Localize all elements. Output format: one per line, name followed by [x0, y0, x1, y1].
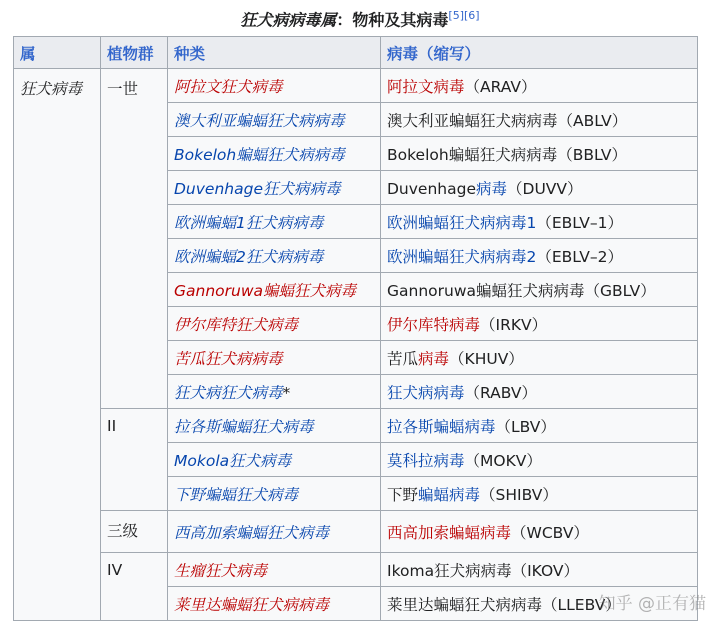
virus-cell	[381, 375, 698, 409]
species-link[interactable]: 欧洲蝙蝠1狂犬病病毒	[174, 213, 324, 232]
virus-text: Gannoruwa蝙蝠狂犬病病毒（GBLV）	[387, 281, 656, 300]
virus-text: （EBLV–1）	[536, 213, 623, 232]
species-cell[interactable]	[168, 477, 381, 511]
genus-cell: 狂犬病毒	[14, 69, 101, 621]
species-cell[interactable]	[168, 239, 381, 273]
table-row	[14, 511, 698, 553]
virus-cell	[381, 341, 698, 375]
species-link[interactable]: 欧洲蝙蝠2狂犬病病毒	[174, 247, 324, 266]
virus-text: Duvenhage	[387, 179, 476, 198]
group-cell-2: II	[101, 409, 168, 511]
virus-text: （ARAV）	[464, 77, 537, 96]
species-link[interactable]: Mokola狂犬病毒	[174, 451, 292, 470]
header-species: 种类	[168, 37, 381, 69]
virus-link[interactable]: 欧洲蝙蝠狂犬病病毒2	[387, 247, 537, 266]
species-link[interactable]: 狂犬病狂犬病毒	[174, 383, 283, 402]
species-cell[interactable]	[168, 443, 381, 477]
species-cell[interactable]	[168, 137, 381, 171]
virus-link[interactable]: 病毒	[476, 179, 508, 198]
species-link[interactable]: 西高加索蝙蝠狂犬病毒	[174, 523, 330, 542]
virus-cell	[381, 477, 698, 511]
virus-link[interactable]: 莫科拉病毒	[387, 451, 465, 470]
species-cell[interactable]	[168, 409, 381, 443]
virus-text: 澳大利亚蝙蝠狂犬病病毒（ABLV）	[387, 111, 628, 130]
table-row	[14, 69, 698, 103]
species-link[interactable]: 阿拉文狂犬病毒	[174, 77, 283, 96]
caption-title-italic: 狂犬病病毒属	[240, 10, 337, 30]
virus-text: Bokeloh蝙蝠狂犬病病毒（BBLV）	[387, 145, 627, 164]
species-cell[interactable]	[168, 205, 381, 239]
group-cell-1: 一世	[101, 69, 168, 409]
species-cell[interactable]	[168, 341, 381, 375]
reference-link-6[interactable]: [6]	[464, 9, 480, 22]
group-cell-3: 三级	[101, 511, 168, 553]
species-link[interactable]: 生瘤狂犬病毒	[174, 561, 268, 580]
virus-link[interactable]: 拉各斯蝙蝠病毒	[387, 417, 496, 436]
virus-cell	[381, 553, 698, 587]
rabies-virus-table	[13, 36, 698, 621]
virus-cell	[381, 587, 698, 621]
virus-cell	[381, 273, 698, 307]
virus-text: （WCBV）	[511, 523, 589, 542]
virus-text: Ikoma狂犬病病毒（IKOV）	[387, 561, 579, 580]
species-link[interactable]: Bokeloh蝙蝠狂犬病病毒	[174, 145, 345, 164]
header-virus: 病毒（缩写）	[381, 37, 698, 69]
virus-cell	[381, 443, 698, 477]
table-row	[14, 553, 698, 587]
watermark: 知乎 @正有猫	[598, 594, 706, 614]
virus-text: （DUVV）	[507, 179, 583, 198]
virus-text: （KHUV）	[449, 349, 524, 368]
virus-link[interactable]: 阿拉文病毒	[387, 77, 465, 96]
virus-text: （RABV）	[464, 383, 538, 402]
virus-text: （IRKV）	[480, 315, 548, 334]
virus-link[interactable]: 病毒	[418, 349, 450, 368]
virus-link[interactable]: 西高加索蝙蝠病毒	[387, 523, 512, 542]
virus-text: （EBLV–2）	[536, 247, 623, 266]
virus-cell	[381, 307, 698, 341]
virus-cell	[381, 205, 698, 239]
virus-link[interactable]: 欧洲蝙蝠狂犬病病毒1	[387, 213, 537, 232]
virus-cell	[381, 69, 698, 103]
caption-title-rest: ：物种及其病毒	[336, 10, 449, 30]
table-caption	[0, 6, 720, 30]
species-cell[interactable]	[168, 69, 381, 103]
species-link[interactable]: Gannoruwa蝙蝠狂犬病毒	[174, 281, 357, 300]
header-genus: 属	[14, 37, 101, 69]
virus-cell	[381, 137, 698, 171]
virus-cell	[381, 171, 698, 205]
species-link[interactable]: 澳大利亚蝙蝠狂犬病病毒	[174, 111, 345, 130]
species-note-marker: *	[282, 383, 291, 402]
species-cell[interactable]	[168, 103, 381, 137]
species-cell[interactable]	[168, 171, 381, 205]
reference-link-5[interactable]: [5]	[448, 9, 465, 22]
virus-text: 苦瓜	[387, 349, 419, 368]
species-link[interactable]: 莱里达蝙蝠狂犬病病毒	[174, 595, 330, 614]
species-link[interactable]: 下野蝙蝠狂犬病毒	[174, 485, 299, 504]
virus-cell	[381, 103, 698, 137]
species-cell[interactable]	[168, 273, 381, 307]
species-cell[interactable]	[168, 587, 381, 621]
table-body	[14, 69, 698, 621]
species-link[interactable]: 拉各斯蝙蝠狂犬病毒	[174, 417, 314, 436]
species-link[interactable]: 苦瓜狂犬病病毒	[174, 349, 283, 368]
virus-link[interactable]: 伊尔库特病毒	[387, 315, 481, 334]
virus-cell	[381, 409, 698, 443]
virus-text: 下野	[387, 485, 419, 504]
virus-cell	[381, 511, 698, 553]
table-row	[14, 409, 698, 443]
virus-cell	[381, 239, 698, 273]
virus-link[interactable]: 蝙蝠病毒	[418, 485, 481, 504]
species-cell[interactable]	[168, 511, 381, 553]
virus-text: 莱里达蝙蝠狂犬病病毒（LLEBV）	[387, 595, 621, 614]
header-group: 植物群	[101, 37, 168, 69]
virus-text: （LBV）	[495, 417, 556, 436]
virus-text: （MOKV）	[464, 451, 542, 470]
header-row	[14, 37, 698, 69]
species-cell[interactable]	[168, 375, 381, 409]
species-cell[interactable]	[168, 307, 381, 341]
species-cell[interactable]	[168, 553, 381, 587]
virus-text: （SHIBV）	[480, 485, 558, 504]
group-cell-4: IV	[101, 553, 168, 621]
virus-link[interactable]: 狂犬病病毒	[387, 383, 465, 402]
species-link[interactable]: 伊尔库特狂犬病毒	[174, 315, 299, 334]
species-link[interactable]: Duvenhage狂犬病病毒	[174, 179, 341, 198]
